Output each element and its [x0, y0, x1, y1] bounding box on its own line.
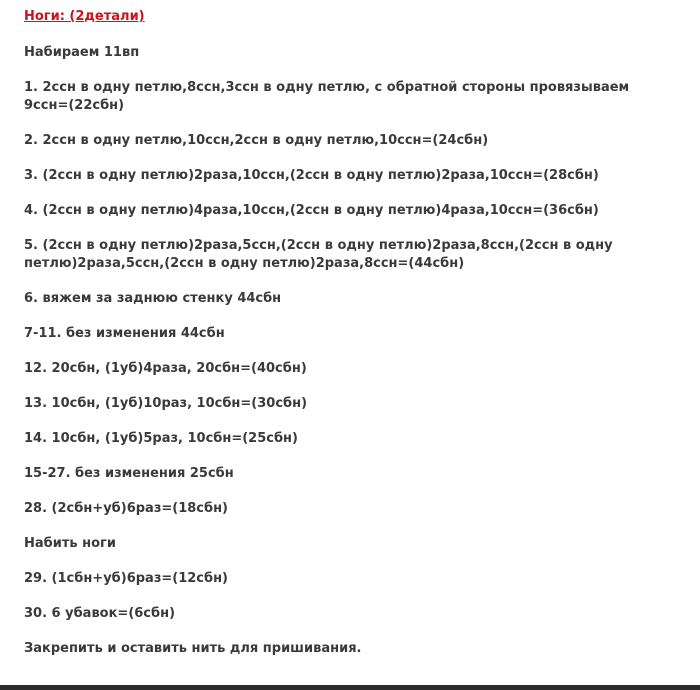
instruction-line: 1. 2ссн в одну петлю,8ссн,3ссн в одну петлю, с обратной стороны провязываем 9ссн=(22сбн) — [24, 80, 630, 113]
section-title: Ноги: (2детали) — [24, 9, 145, 24]
instruction-line: 5. (2ссн в одну петлю)2раза,5ссн,(2ссн в одну петлю)2раза,8ссн,(2ссн в одну петлю)2раза,5ссн,(2ссн в одну петлю)2раза,8ссн=(44сбн) — [24, 238, 613, 271]
instruction-line: 6. вяжем за заднюю стенку 44сбн — [24, 291, 282, 306]
instruction-line: Закрепить и оставить нить для пришивания. — [24, 641, 362, 656]
instruction-line: 12. 20сбн, (1уб)4раза, 20сбн=(40сбн) — [24, 361, 307, 376]
instruction-line: 30. 6 убавок=(6сбн) — [24, 606, 176, 621]
instruction-line: 7-11. без изменения 44сбн — [24, 326, 225, 341]
pattern-document — [24, 8, 674, 675]
instruction-line: 2. 2ссн в одну петлю,10ссн,2ссн в одну петлю,10ссн=(24сбн) — [24, 133, 489, 148]
instruction-line: 13. 10сбн, (1уб)10раз, 10сбн=(30сбн) — [24, 396, 308, 411]
instruction-line: 28. (2сбн+уб)6раз=(18сбн) — [24, 501, 229, 516]
instruction-line: Набираем 11вп — [24, 45, 140, 60]
instruction-line: 29. (1сбн+уб)6раз=(12сбн) — [24, 571, 229, 586]
instruction-line: 15-27. без изменения 25сбн — [24, 466, 234, 481]
instruction-line: 3. (2ссн в одну петлю)2раза,10ссн,(2ссн в одну петлю)2раза,10ссн=(28сбн) — [24, 168, 599, 183]
instruction-line: 14. 10сбн, (1уб)5раз, 10сбн=(25сбн) — [24, 431, 298, 446]
instruction-line: Набить ноги — [24, 536, 116, 551]
instruction-list — [24, 44, 674, 658]
instruction-line: 4. (2ссн в одну петлю)4раза,10ссн,(2ссн в одну петлю)4раза,10ссн=(36сбн) — [24, 203, 599, 218]
bottom-border — [0, 685, 700, 690]
